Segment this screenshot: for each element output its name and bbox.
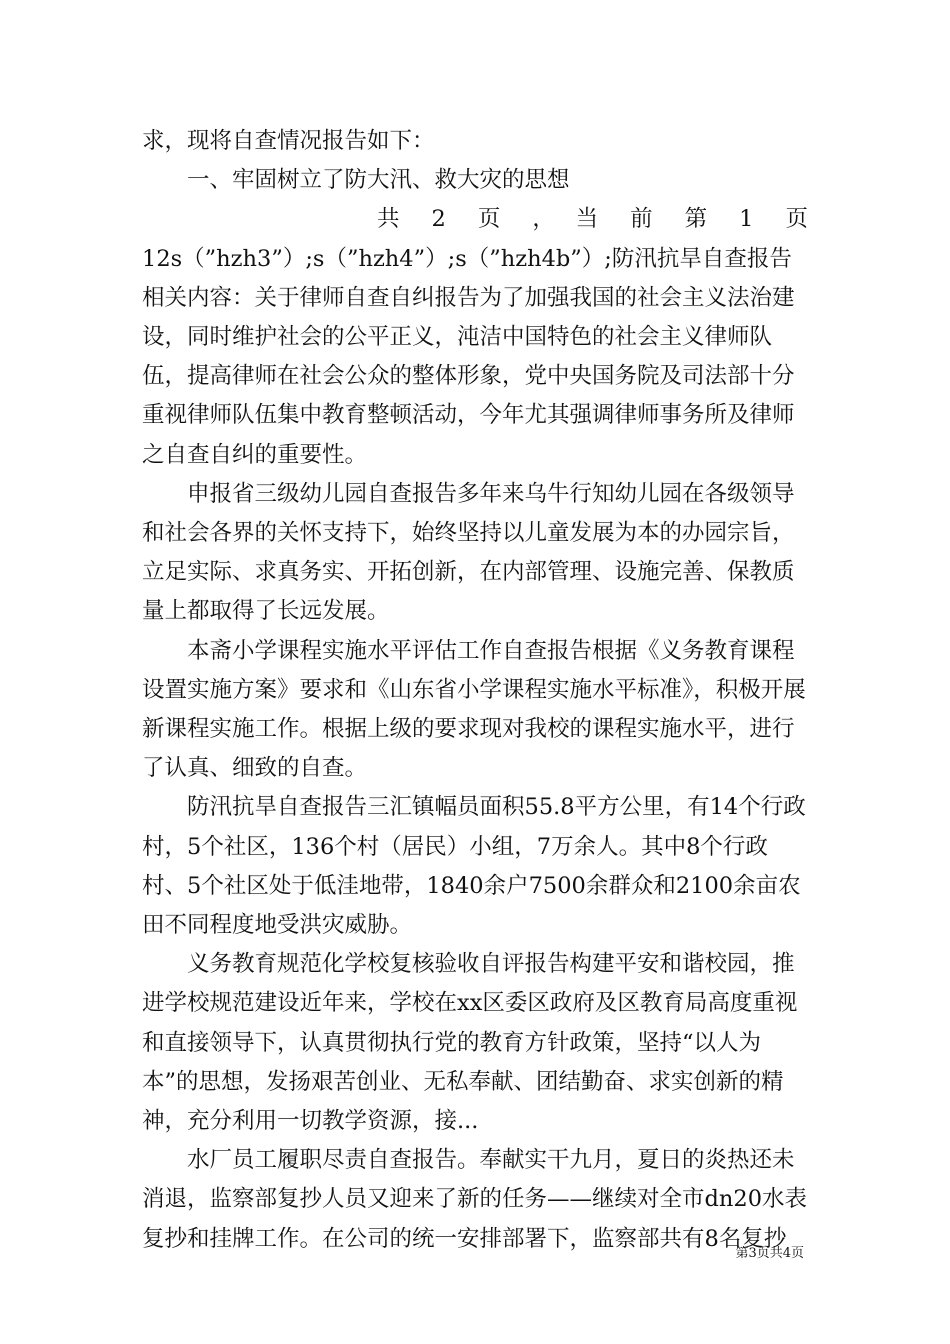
paragraph-lawyer-self-check: 12s（”hzh3”）;s（”hzh4”）;s（”hzh4b”）;防汛抗旱自查报告相关内容：关于律师自查自纠报告为了加强我国的社会主义法治建设，同时维护社会的公平正义，沌洁中国特色的社会主义律师队伍，提高律师在社会公众的整体形象，党中央国务院及司法部十分重视律师队伍集中教育整顿活动，今年尤其强调律师事务所及律师之自查自纠的重要性。 (142, 245, 795, 468)
paragraph-flood-report: 防汛抗旱自查报告三汇镇幅员面积55.8平方公里，有14个行政村，5个社区，136个村（居民）小组，7万余人。其中8个行政村、5个社区处于低洼地带，1840余户7500余群众和2100余亩农田不同程度地受洪灾威胁。 (142, 794, 806, 939)
paragraph-continuation: 求，现将自查情况报告如下： (142, 128, 435, 154)
page-counter-line: 共 2 页 ， 当 前 第 1 页 (377, 206, 808, 233)
section-heading: 一、牢固树立了防大汛、救大灾的思想 (187, 167, 570, 194)
paragraph-school-standardization: 义务教育规范化学校复核验收自评报告构建平安和谐校园，推进学校规范建设近年来，学校在xx区委区政府及区教育局高度重视和直接领导下，认真贯彻执行党的教育方针政策，坚持“以人为本”的思想，发扬艰苦创业、无私奉献、团结勤奋、求实创新的精神，充分利用一切教学资源，接... (142, 951, 798, 1135)
paragraph-water-plant: 水厂员工履职尽责自查报告。奉献实干九月，夏日的炎热还未消退，监察部复抄人员又迎来了新的任务——继续对全市dn20水表复抄和挂牌工作。在公司的统一安排部署下，监察部共有8名复抄 (142, 1147, 808, 1252)
paragraph-kindergarten-report: 申报省三级幼儿园自查报告多年来乌牛行知幼儿园在各级领导和社会各界的关怀支持下，始终坚持以儿童发展为本的办园宗旨，立足实际、求真务实、开拓创新，在内部管理、设施完善、保教质量上都取得了长远发展。 (142, 480, 795, 625)
paragraph-curriculum-report: 本斋小学课程实施水平评估工作自查报告根据《义务教育课程设置实施方案》要求和《山东省小学课程实施水平标准》，积极开展新课程实施工作。根据上级的要求现对我校的课程实施水平，进行了认真、细致的自查。 (142, 637, 806, 782)
page-footer: 第3页共4页 (735, 1246, 804, 1261)
document-body (142, 122, 808, 1259)
